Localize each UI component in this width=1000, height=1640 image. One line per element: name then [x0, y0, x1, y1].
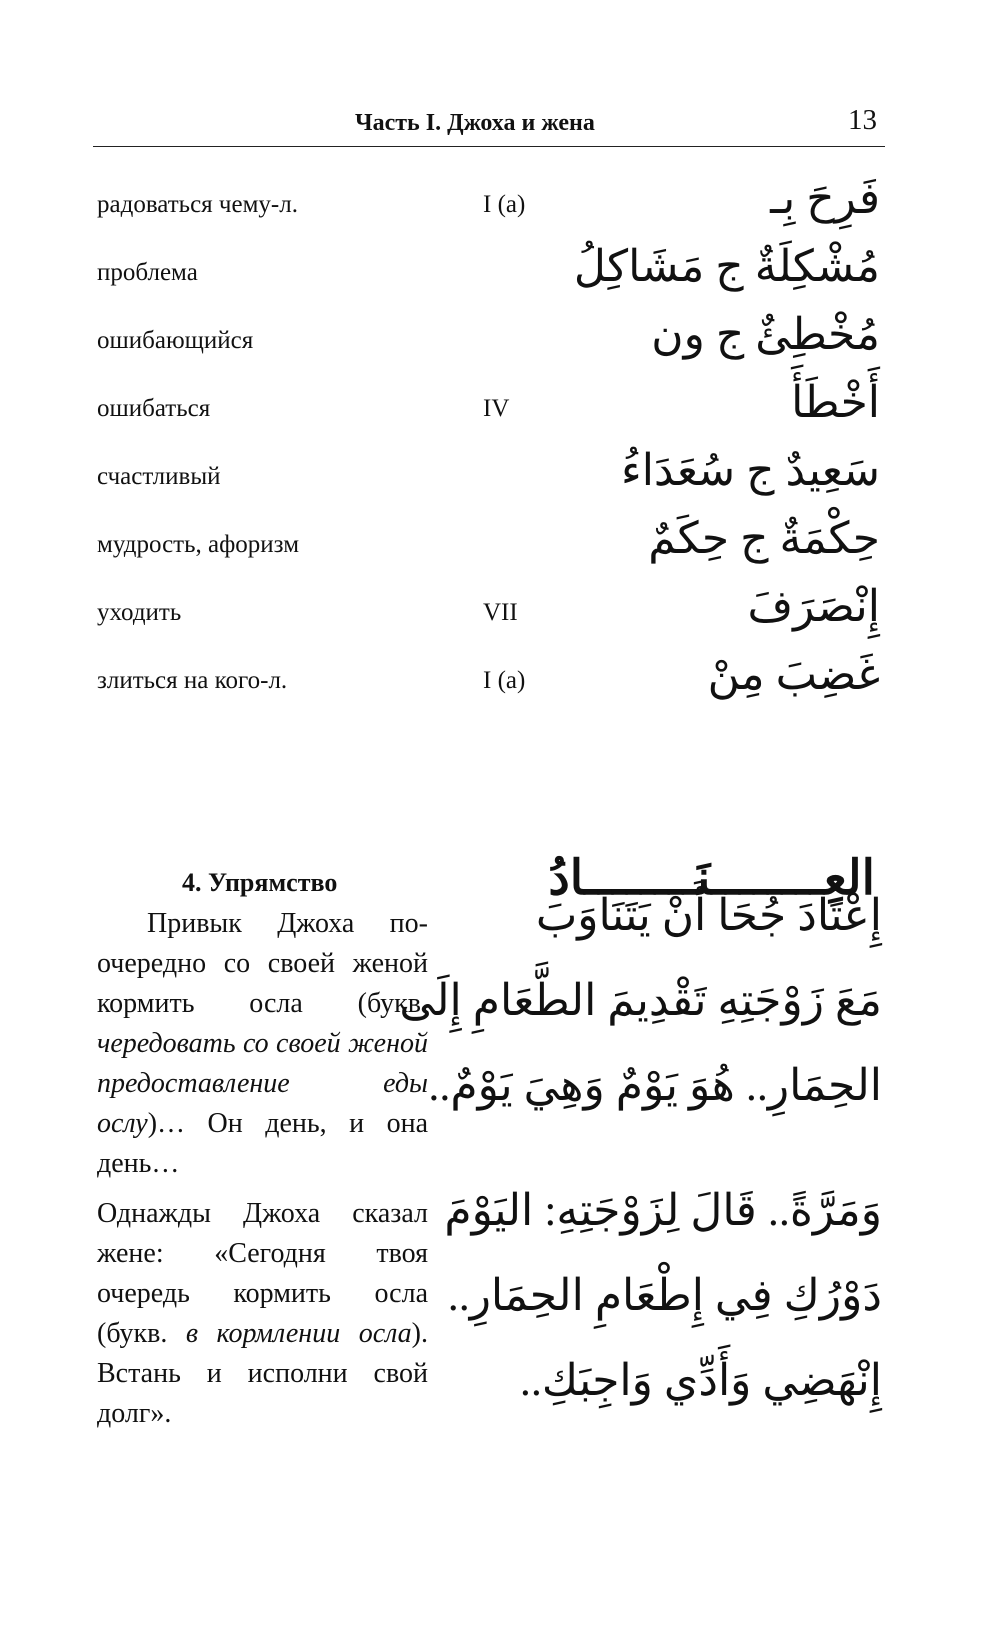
paragraph-text: Однажды Джоха сказал жене: «Сегодня твоя очередь кормить осла (букв. [97, 1198, 428, 1349]
running-header [93, 100, 885, 147]
paragraph-text: ). Встань и исполни свой долг». [97, 1318, 428, 1429]
paragraph-text: Привык Джоха поочередно со своей женой кормить осла (букв. [97, 908, 428, 1019]
verb-form: I (a) [483, 191, 526, 218]
arabic-text-line: إِنْهَضِي وَأَدِّي وَاجِبَكِ.. [519, 1356, 882, 1405]
russian-paragraph-2 [97, 1194, 428, 1434]
paragraph-text: )… Он день, и она день… [97, 1108, 428, 1179]
vocabulary-arabic: أَخْطَأَ [791, 378, 880, 427]
arabic-text-line: مَعَ زَوْجَتِهِ تَقْدِيمَ الطَّعَامِ إِلَى [399, 976, 882, 1025]
literal-translation: в кормлении осла [185, 1318, 412, 1349]
vocabulary-translation: ошибающийся [97, 327, 254, 354]
vocabulary-translation: радоваться чему-л. [97, 191, 298, 218]
vocabulary-arabic: حِكْمَةٌ ج حِكَمٌ [648, 514, 880, 563]
vocabulary-translation: злиться на кого-л. [97, 667, 288, 694]
arabic-text-line: دَوْرُكِ فِي إِطْعَامِ الحِمَارِ.. [447, 1271, 882, 1320]
literal-translation: чередовать со своей женой предоставление еды ослу [97, 1028, 428, 1139]
chapter-title: Часть I. Джоха и жена [355, 110, 595, 136]
vocabulary-translation: уходить [97, 599, 182, 626]
verb-form: VII [483, 599, 518, 626]
vocabulary-translation: проблема [97, 259, 198, 286]
section-title-arabic: العِــــــــنَــــــــادُ [548, 852, 875, 905]
verb-form: I (a) [483, 667, 526, 694]
vocabulary-arabic: مُخْطِئٌ ج ون [651, 310, 880, 359]
vocabulary-translation: мудрость, афоризм [97, 531, 300, 558]
section-title-russian: 4. Упрямство [182, 868, 338, 897]
vocabulary-arabic: غَضِبَ مِنْ [707, 650, 880, 699]
vocabulary-arabic: فَرِحَ بِـ [770, 174, 880, 223]
page-number: 13 [848, 104, 877, 136]
verb-form: IV [483, 395, 510, 422]
russian-paragraph-1 [97, 904, 428, 1184]
arabic-text-line: وَمَرَّةً.. قَالَ لِزَوْجَتِهِ: اليَوْمَ [444, 1186, 882, 1235]
vocabulary-translation: счастливый [97, 463, 221, 490]
arabic-text-line: إِعْتَادَ جُحَا أَنْ يَتَنَاوَبَ [535, 891, 882, 940]
vocabulary-translation: ошибаться [97, 395, 211, 422]
vocabulary-row [0, 650, 1000, 731]
arabic-text-line: الحِمَارِ.. هُوَ يَوْمٌ وَهِيَ يَوْمٌ.. [428, 1061, 882, 1110]
vocabulary-arabic: سَعِيدٌ ج سُعَدَاءُ [621, 446, 880, 495]
vocabulary-arabic: إِنْصَرَفَ [747, 582, 880, 631]
vocabulary-arabic: مُشْكِلَةٌ ج مَشَاكِلُ [573, 242, 880, 291]
